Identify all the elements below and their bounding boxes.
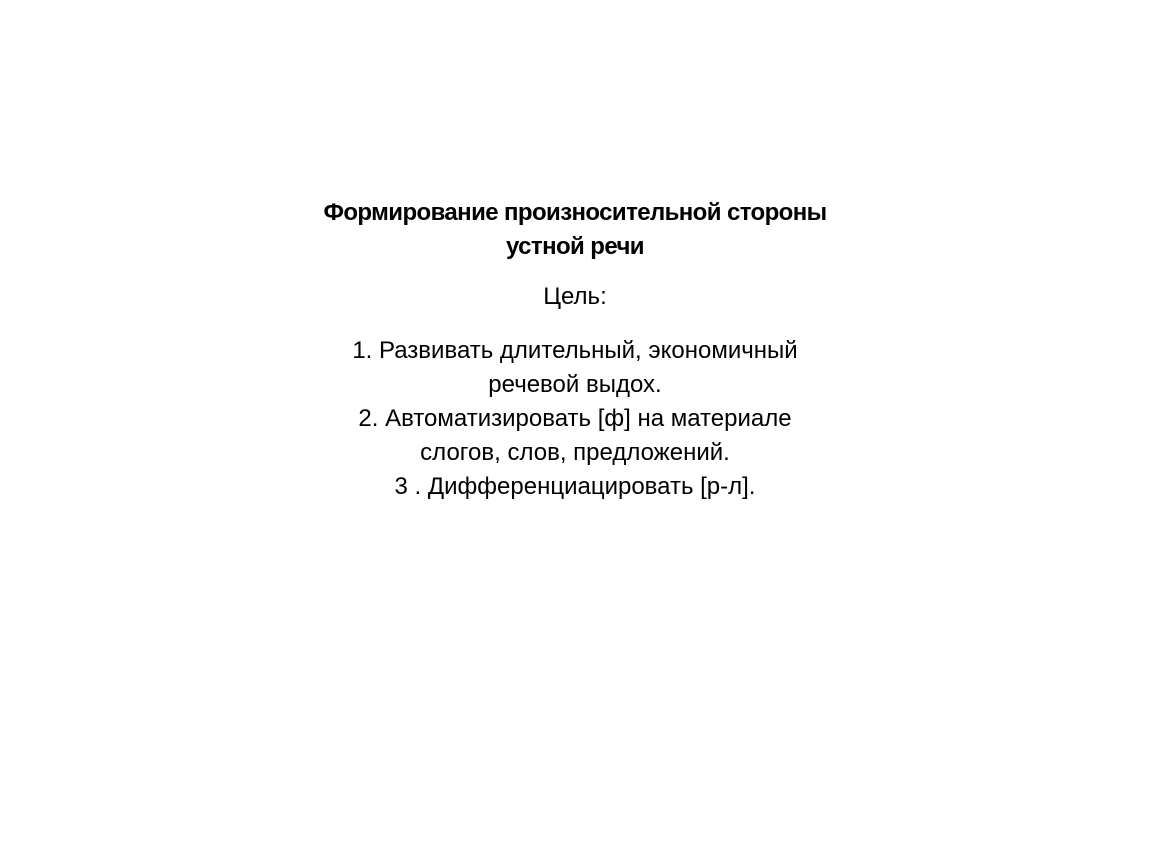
slide-title-line-1: Формирование произносительной стороны xyxy=(323,199,827,226)
goal-line-1: 1. Развивать длительный, экономичный xyxy=(352,337,798,364)
slide-title-line-2: устной речи xyxy=(506,233,644,260)
goal-line-4: слогов, слов, предложений. xyxy=(420,439,730,466)
goal-line-2: речевой выдох. xyxy=(488,371,662,398)
slide-title xyxy=(225,196,925,264)
goal-label: Цель: xyxy=(543,283,607,310)
goals-list xyxy=(225,334,925,504)
goal-line-3: 2. Автоматизировать [ф] на материале xyxy=(358,405,792,432)
goal-line-5: 3 . Дифференциацировать [р-л]. xyxy=(394,473,756,500)
